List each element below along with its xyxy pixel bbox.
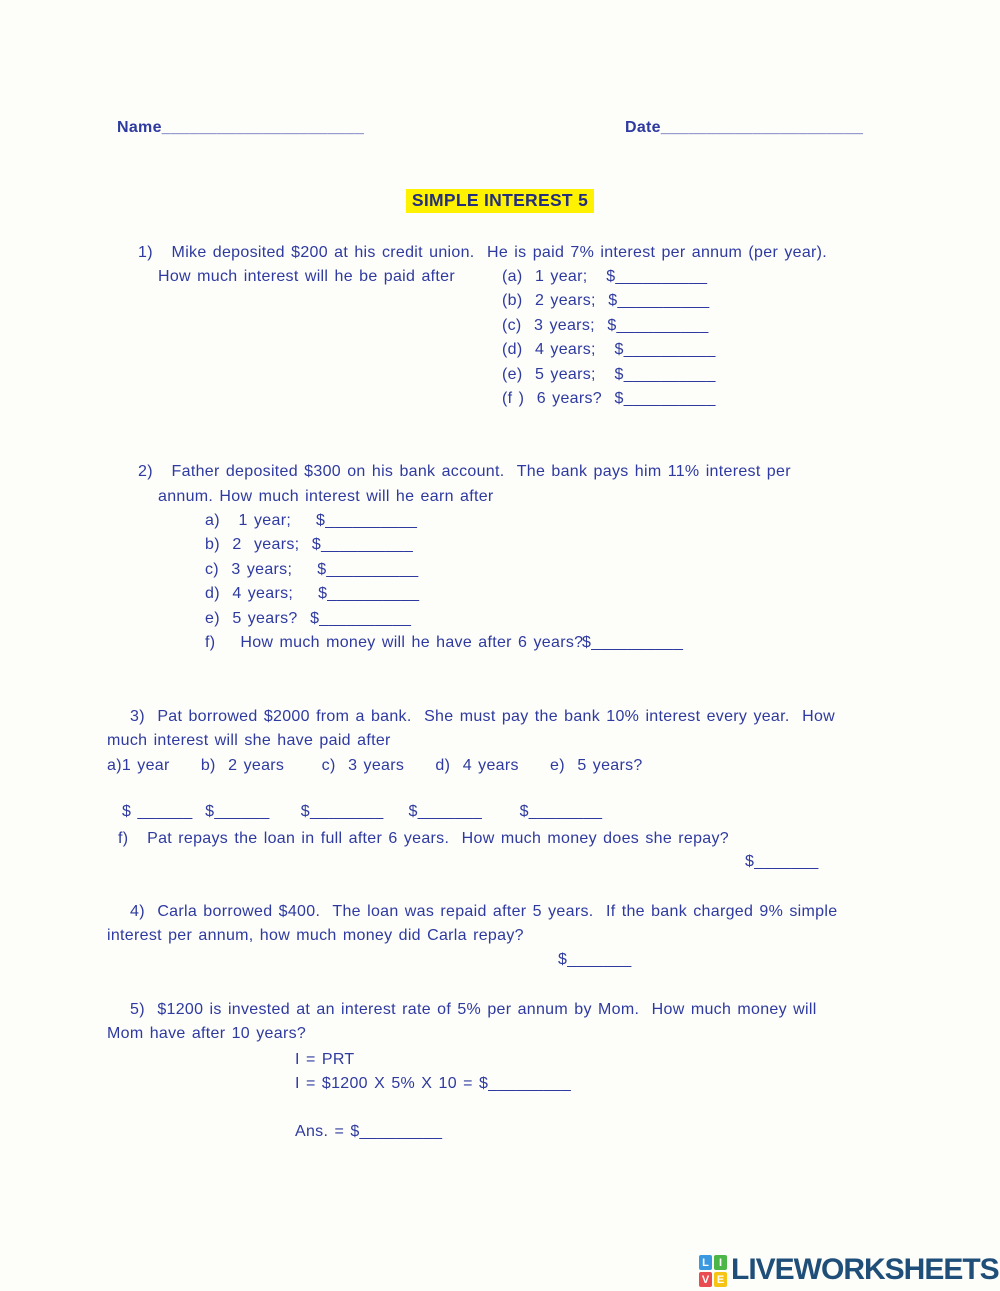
- q4-text-line1: 4) Carla borrowed $400. The loan was repaid after 5 years. If the bank charged 9% simple: [130, 903, 838, 920]
- logo-cell: L: [699, 1255, 712, 1270]
- q3-text-f: f) Pat repays the loan in full after 6 years. How much money does she repay?: [118, 830, 729, 847]
- q1-answer-c[interactable]: (c) 3 years; $__________: [502, 317, 709, 334]
- name-field: [117, 118, 364, 137]
- name-blank[interactable]: ______________________: [161, 119, 365, 136]
- brand-text: LIVEWORKSHEETS: [731, 1253, 999, 1286]
- date-field: [625, 118, 863, 137]
- liveworksheets-logo-icon: [699, 1255, 727, 1287]
- q2-text-f: f) How much money will he have after 6 years?: [205, 634, 584, 651]
- q2-answer-b[interactable]: b) 2 years; $__________: [205, 536, 414, 553]
- q4-text-line2: interest per annum, how much money did Carla repay?: [107, 927, 524, 944]
- q2-answer-a[interactable]: a) 1 year; $__________: [205, 512, 418, 529]
- q4-answer[interactable]: $_______: [558, 951, 632, 968]
- logo-cell: V: [699, 1272, 712, 1287]
- q1-answer-a[interactable]: (a) 1 year; $__________: [502, 268, 708, 285]
- q2-text-line2: annum. How much interest will he earn after: [158, 488, 494, 505]
- date-blank[interactable]: ______________________: [660, 119, 864, 136]
- title-row: [0, 189, 1000, 213]
- date-label: Date: [625, 119, 661, 136]
- q2-answer-d[interactable]: d) 4 years; $__________: [205, 585, 420, 602]
- q5-text-line2: Mom have after 10 years?: [107, 1025, 307, 1042]
- q5-text-line1: 5) $1200 is invested at an interest rate of 5% per annum by Mom. How much money will: [130, 1001, 817, 1018]
- q2-text-line1: 2) Father deposited $300 on his bank account. The bank pays him 11% interest per: [138, 463, 791, 480]
- q5-formula-2[interactable]: I = $1200 X 5% X 10 = $_________: [295, 1075, 572, 1092]
- q1-text-line2: How much interest will he be paid after: [158, 268, 455, 285]
- q1-answer-b[interactable]: (b) 2 years; $__________: [502, 292, 710, 309]
- page-title: SIMPLE INTEREST 5: [406, 189, 594, 213]
- name-label: Name: [117, 119, 162, 136]
- q3-options: a)1 year b) 2 years c) 3 years d) 4 years e) 5 years?: [107, 757, 643, 774]
- q3-answer-f[interactable]: $_______: [745, 853, 819, 870]
- q5-answer[interactable]: Ans. = $_________: [295, 1123, 443, 1140]
- q3-text-line1: 3) Pat borrowed $2000 from a bank. She must pay the bank 10% interest every year. How: [130, 708, 836, 725]
- q1-answer-f[interactable]: (f ) 6 years? $__________: [502, 390, 716, 407]
- q5-formula-1: I = PRT: [295, 1051, 355, 1068]
- q3-answer-blanks[interactable]: $ ______ $______ $________ $_______ $________: [122, 803, 603, 820]
- logo-cell: E: [714, 1272, 727, 1287]
- q2-answer-e[interactable]: e) 5 years? $__________: [205, 610, 412, 627]
- q1-answer-d[interactable]: (d) 4 years; $__________: [502, 341, 716, 358]
- logo-cell: I: [714, 1255, 727, 1270]
- q1-answer-e[interactable]: (e) 5 years; $__________: [502, 366, 716, 383]
- q2-answer-f[interactable]: $__________: [582, 634, 684, 651]
- q1-text-line1: 1) Mike deposited $200 at his credit union. He is paid 7% interest per annum (per year).: [138, 244, 828, 261]
- q3-text-line2: much interest will she have paid after: [107, 732, 391, 749]
- q2-answer-c[interactable]: c) 3 years; $__________: [205, 561, 419, 578]
